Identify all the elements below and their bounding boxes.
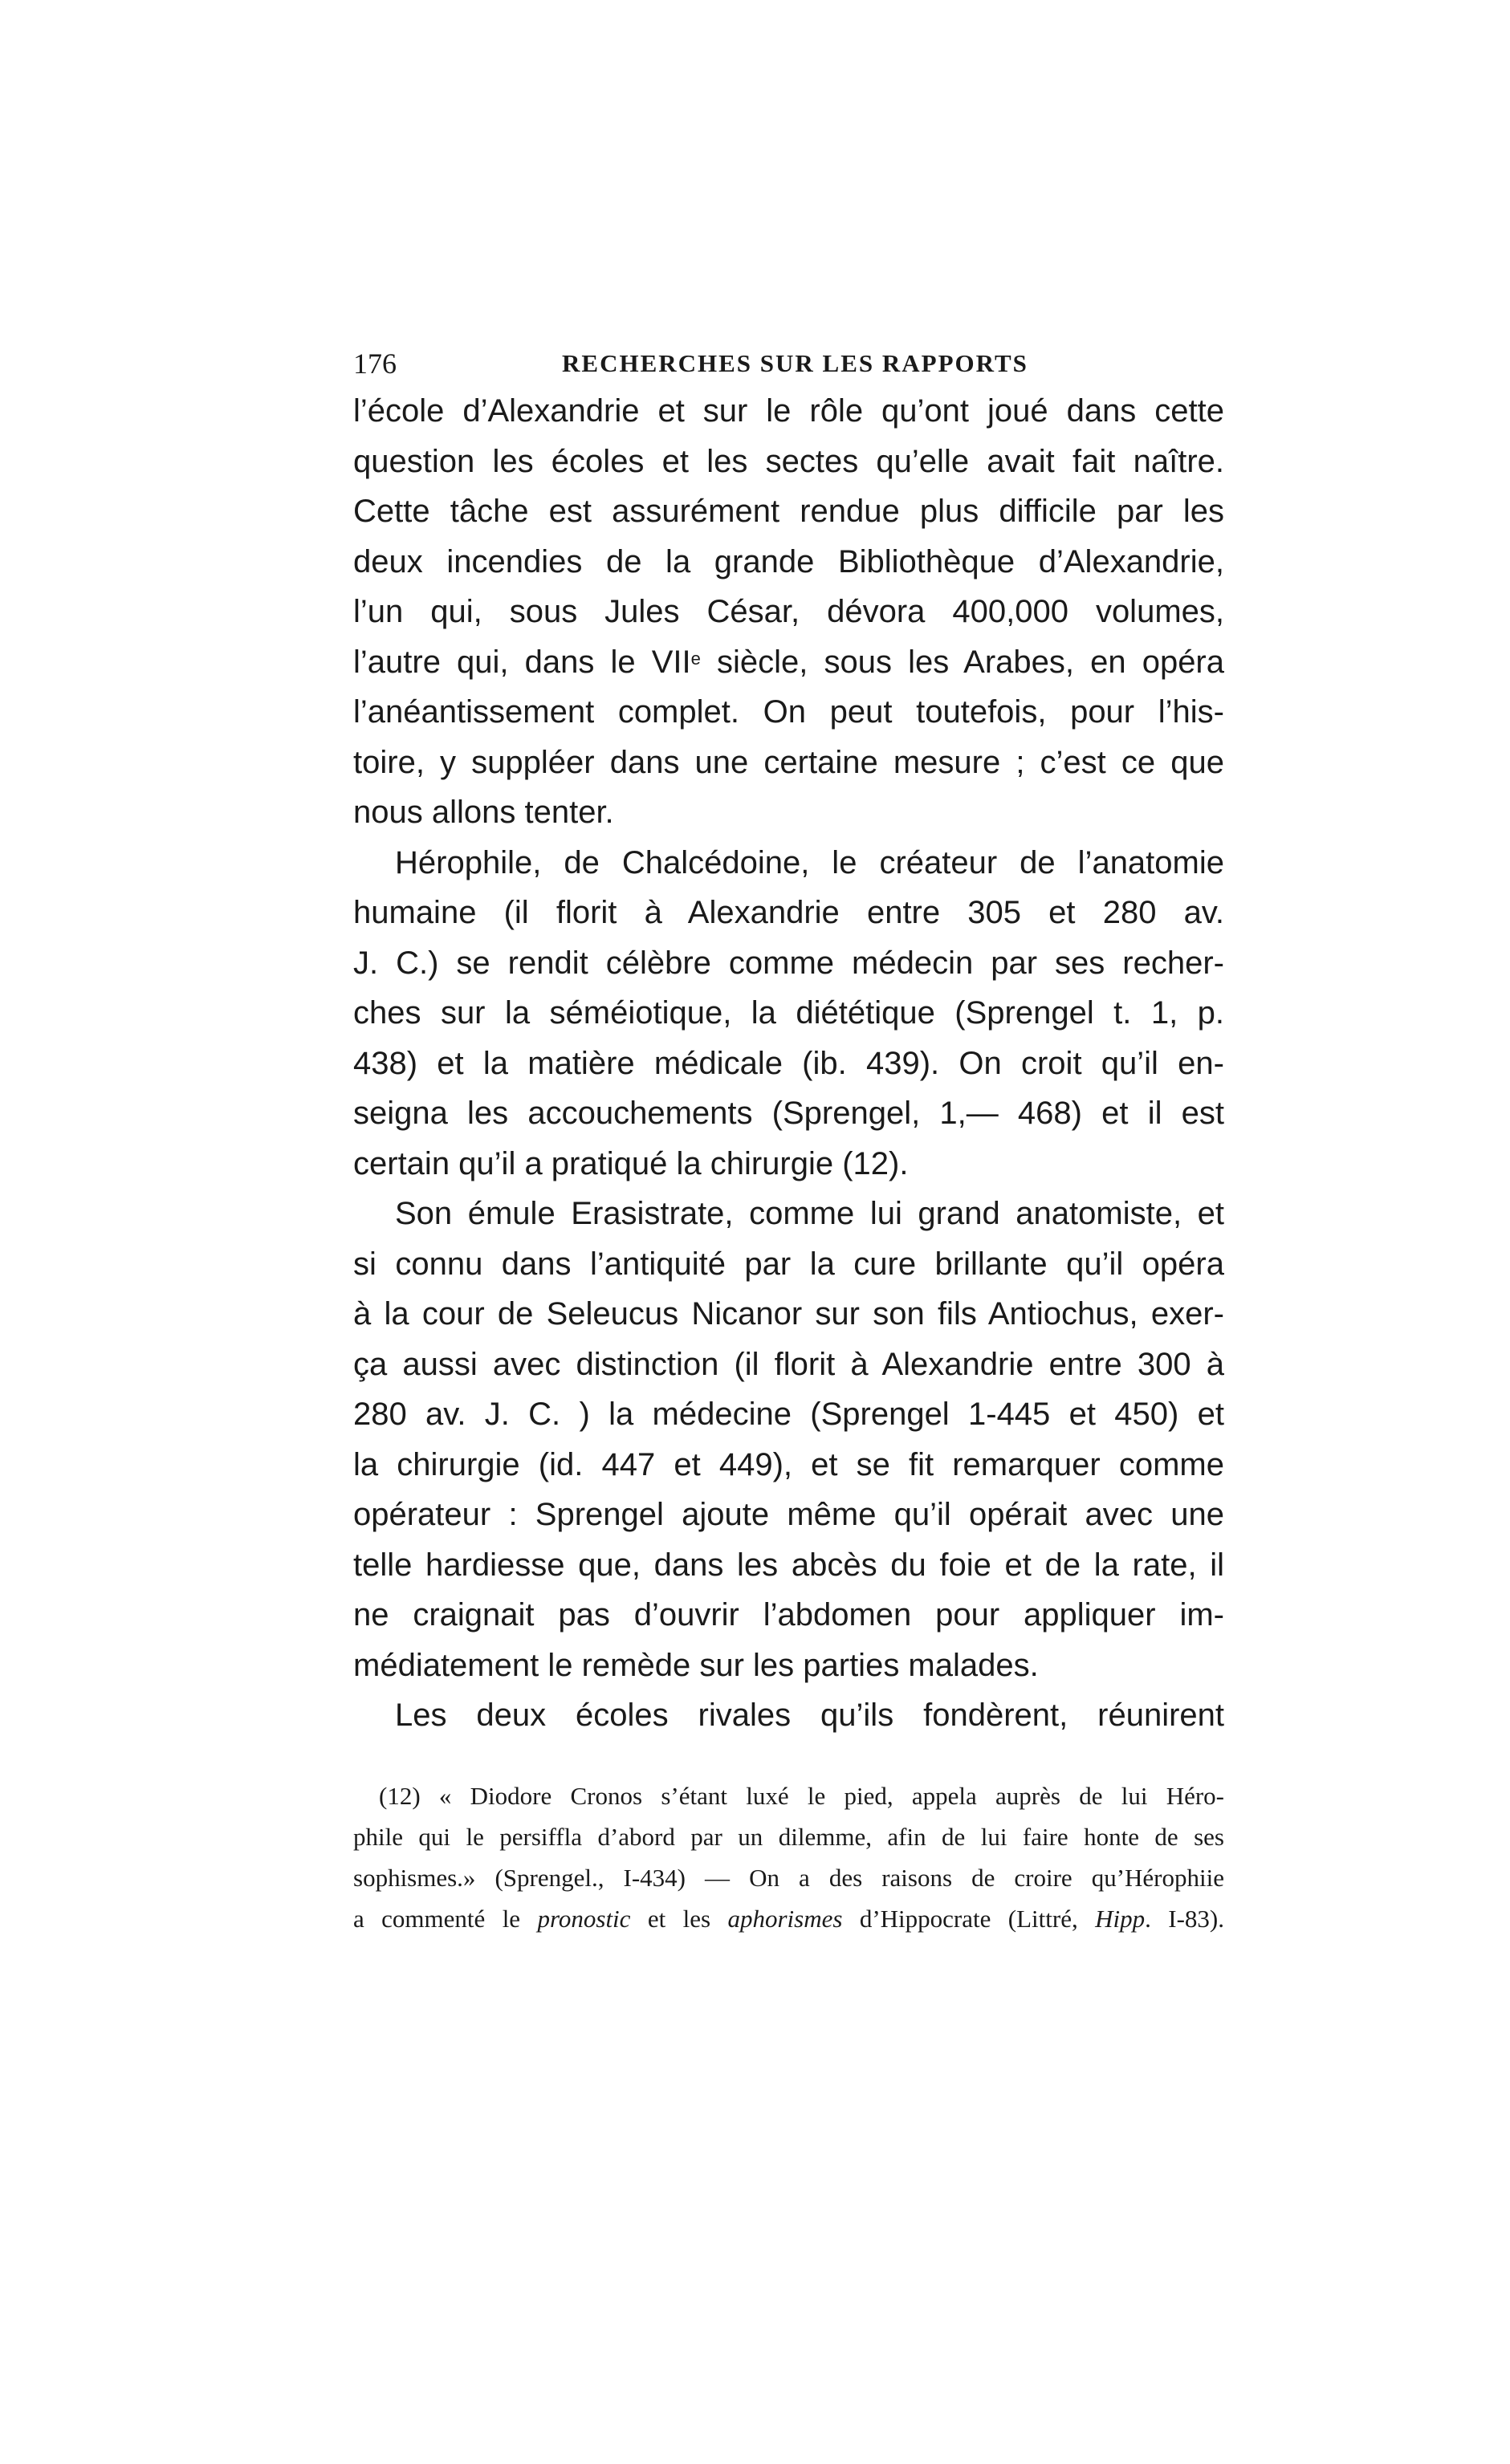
text-line: humaine (il florit à Alexandrie entre 305 et 280 av. — [353, 895, 1224, 930]
text-line: question les écoles et les sectes qu’elle avait fait naître. — [353, 443, 1224, 479]
italic-term: Hipp — [1095, 1904, 1146, 1933]
text-line: Cette tâche est assurément rendue plus difficile par les — [353, 494, 1224, 529]
text-line: 438) et la matière médicale (ib. 439). On croit qu’il en- — [353, 1045, 1224, 1081]
text-line: ches sur la séméiotique, la diététique (Sprengel t. 1, p. — [353, 995, 1224, 1031]
text-line: à la cour de Seleucus Nicanor sur son fils Antiochus, exer- — [353, 1296, 1224, 1332]
text-line: 280 av. J. C. ) la médecine (Sprengel 1-445 et 450) et — [353, 1397, 1224, 1432]
text-line: opérateur : Sprengel ajoute même qu’il opérait avec une — [353, 1497, 1224, 1532]
text-line: Son émule Erasistrate, comme lui grand anatomiste, et — [395, 1196, 1224, 1231]
footnotes — [353, 1775, 1224, 1939]
footnote-line: (12) « Diodore Cronos s’étant luxé le pied, appela auprès de lui Héro- — [379, 1781, 1224, 1810]
running-head — [353, 341, 1224, 386]
superscript: e — [690, 649, 701, 669]
text-line: toire, y suppléer dans une certaine mesure ; c’est ce que — [353, 744, 1224, 780]
book-page — [353, 341, 1224, 1939]
text-line: l’école d’Alexandrie et sur le rôle qu’ont joué dans cette — [353, 393, 1224, 429]
text-line: si connu dans l’antiquité par la cure brillante qu’il opéra — [353, 1246, 1224, 1282]
text-line: seigna les accouchements (Sprengel, 1,— 468) et il est — [353, 1096, 1224, 1131]
footnote-line: phile qui le persiffla d’abord par un dilemme, afin de lui faire honte de ses — [353, 1822, 1224, 1851]
text-fragment: . I-83). — [1145, 1904, 1224, 1933]
text-line — [353, 637, 1224, 688]
page-number: 176 — [353, 348, 397, 380]
text-line: deux incendies de la grande Bibliothèque d’Alexandrie, — [353, 543, 1224, 579]
italic-term: pronostic — [537, 1904, 631, 1933]
text-fragment: siècle, sous les Arabes, en opéra — [700, 644, 1225, 680]
italic-term: aphorismes — [727, 1904, 843, 1933]
main-text — [353, 386, 1224, 1741]
text-line: Hérophile, de Chalcédoine, le créateur de l’anatomie — [395, 844, 1224, 880]
text-line: l’un qui, sous Jules César, dévora 400,000 volumes, — [353, 594, 1224, 629]
text-fragment: l’autre qui, dans le VII — [353, 644, 691, 680]
text-line: médiatement le remède sur les parties malades. — [353, 1647, 1039, 1683]
text-fragment: d’Hippocrate (Littré, — [842, 1904, 1096, 1933]
footnote-line — [353, 1898, 1224, 1939]
footnote-line: sophismes.» (Sprengel., I-434) — On a des raisons de croire qu’Hérophiie — [353, 1863, 1224, 1892]
text-line: la chirurgie (id. 447 et 449), et se fit remarquer comme — [353, 1446, 1224, 1482]
text-fragment: a commenté le — [353, 1904, 538, 1933]
text-line: Les deux écoles rivales qu’ils fondèrent, réunirent — [395, 1698, 1224, 1733]
running-title: RECHERCHES SUR LES RAPPORTS — [562, 349, 1028, 377]
text-line: certain qu’il a pratiqué la chirurgie (12). — [353, 1145, 909, 1181]
text-line: J. C.) se rendit célèbre comme médecin par ses recher- — [353, 945, 1224, 981]
text-line: ça aussi avec distinction (il florit à Alexandrie entre 300 à — [353, 1346, 1224, 1382]
text-line: nous allons tenter. — [353, 795, 614, 830]
text-line: ne craignait pas d’ouvrir l’abdomen pour appliquer im- — [353, 1597, 1224, 1633]
text-line: telle hardiesse que, dans les abcès du foie et de la rate, il — [353, 1547, 1224, 1583]
text-fragment: et les — [630, 1904, 728, 1933]
text-line: l’anéantissement complet. On peut toutefois, pour l’his- — [353, 694, 1224, 730]
